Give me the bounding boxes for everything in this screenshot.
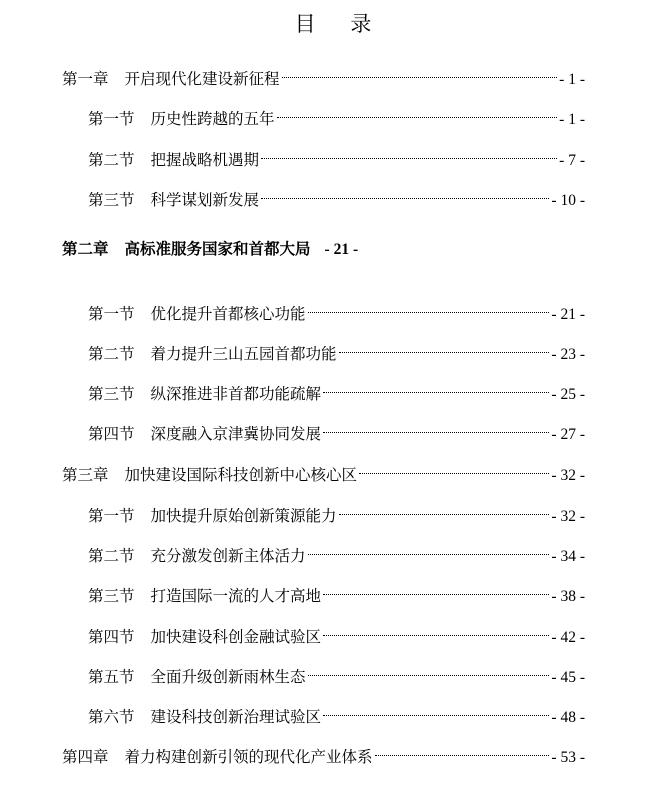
toc-chapter-entry[interactable] — [62, 60, 585, 88]
entry-label: 第一节 — [88, 305, 135, 323]
entry-label: 第二章 — [62, 239, 109, 258]
toc-section-entry[interactable] — [88, 618, 585, 646]
toc-section-entry[interactable] — [88, 537, 585, 565]
entry-label: 第三节 — [88, 385, 135, 403]
dot-leader — [261, 141, 557, 165]
toc-section-entry[interactable] — [88, 295, 585, 323]
toc-section-entry[interactable] — [88, 658, 585, 686]
entry-label: 第四节 — [88, 628, 135, 646]
dot-leader — [308, 537, 550, 561]
entry-title: 开启现代化建设新征程 — [124, 70, 280, 88]
toc-title: 目 录 — [294, 12, 386, 36]
toc-section-entry[interactable] — [88, 335, 585, 363]
entry-page-number: - 25 - — [551, 386, 585, 403]
entry-title: 打造国际一流的人才高地 — [150, 587, 322, 605]
dot-leader — [359, 456, 549, 480]
entry-title: 把握战略机遇期 — [150, 151, 260, 169]
toc-chapter-entry[interactable] — [62, 738, 585, 766]
entry-page-number: - 53 - — [551, 749, 585, 766]
entry-page-number: - 45 - — [551, 669, 585, 686]
entry-page-number: - 32 - — [551, 467, 585, 484]
dot-leader — [277, 100, 558, 124]
dot-leader — [323, 698, 549, 722]
entry-label: 第四节 — [88, 425, 135, 443]
dot-leader — [308, 295, 550, 319]
toc-section-entry[interactable] — [88, 497, 585, 525]
entry-label: 第二节 — [88, 151, 135, 169]
entry-title: 建设科技创新治理试验区 — [150, 708, 322, 726]
entry-title: 着力提升三山五园首都功能 — [150, 345, 337, 363]
entry-page-number: - 21 - — [551, 306, 585, 323]
entry-title: 加快提升原始创新策源能力 — [150, 507, 337, 525]
dot-leader — [323, 415, 549, 439]
entry-page-number: - 21 - — [324, 241, 359, 258]
dot-leader — [323, 618, 549, 642]
entry-label: 第三节 — [88, 191, 135, 209]
entry-page-number: - 1 - — [559, 111, 585, 128]
entry-page-number: - 42 - — [551, 629, 585, 646]
dot-leader — [282, 60, 558, 84]
entry-label: 第一节 — [88, 507, 135, 525]
entry-page-number: - 32 - — [551, 508, 585, 525]
dot-leader — [261, 181, 549, 205]
entry-page-number: - 23 - — [551, 346, 585, 363]
dot-leader — [323, 577, 549, 601]
entry-title: 科学谋划新发展 — [150, 191, 260, 209]
entry-title: 历史性跨越的五年 — [150, 110, 275, 128]
entry-label: 第二节 — [88, 345, 135, 363]
entry-title: 充分激发创新主体活力 — [150, 547, 306, 565]
entry-label: 第二节 — [88, 547, 135, 565]
dot-leader — [323, 375, 549, 399]
entry-label: 第一章 — [62, 70, 109, 88]
dot-leader — [339, 335, 550, 359]
entry-label: 第五节 — [88, 668, 135, 686]
entry-label: 第六节 — [88, 708, 135, 726]
entry-page-number: - 27 - — [551, 426, 585, 443]
entry-title: 加快建设科创金融试验区 — [150, 628, 322, 646]
entry-title: 加快建设国际科技创新中心核心区 — [124, 466, 358, 484]
toc-section-entry[interactable] — [88, 141, 585, 169]
entry-title: 优化提升首都核心功能 — [150, 305, 306, 323]
entry-page-number: - 38 - — [551, 588, 585, 605]
toc-chapter-entry[interactable] — [62, 237, 358, 261]
dot-leader — [339, 497, 550, 521]
toc-chapter-entry[interactable] — [62, 456, 585, 484]
entry-label: 第三章 — [62, 466, 109, 484]
dot-leader — [308, 658, 550, 682]
entry-label: 第一节 — [88, 110, 135, 128]
toc-section-entry[interactable] — [88, 100, 585, 128]
entry-title: 高标准服务国家和首都大局 — [124, 239, 311, 258]
entry-title: 纵深推进非首都功能疏解 — [150, 385, 322, 403]
entry-title: 着力构建创新引领的现代化产业体系 — [124, 748, 373, 766]
entry-page-number: - 1 - — [559, 71, 585, 88]
toc-section-entry[interactable] — [88, 375, 585, 403]
entry-title: 深度融入京津冀协同发展 — [150, 425, 322, 443]
entry-label: 第四章 — [62, 748, 109, 766]
toc-section-entry[interactable] — [88, 415, 585, 443]
entry-label: 第三节 — [88, 587, 135, 605]
toc-section-entry[interactable] — [88, 698, 585, 726]
entry-page-number: - 7 - — [559, 152, 585, 169]
toc-section-entry[interactable] — [88, 577, 585, 605]
entry-page-number: - 34 - — [551, 548, 585, 565]
entry-page-number: - 48 - — [551, 709, 585, 726]
dot-leader — [375, 738, 550, 762]
entry-title: 全面升级创新雨林生态 — [150, 668, 306, 686]
entry-page-number: - 10 - — [551, 192, 585, 209]
toc-section-entry[interactable] — [88, 181, 585, 209]
